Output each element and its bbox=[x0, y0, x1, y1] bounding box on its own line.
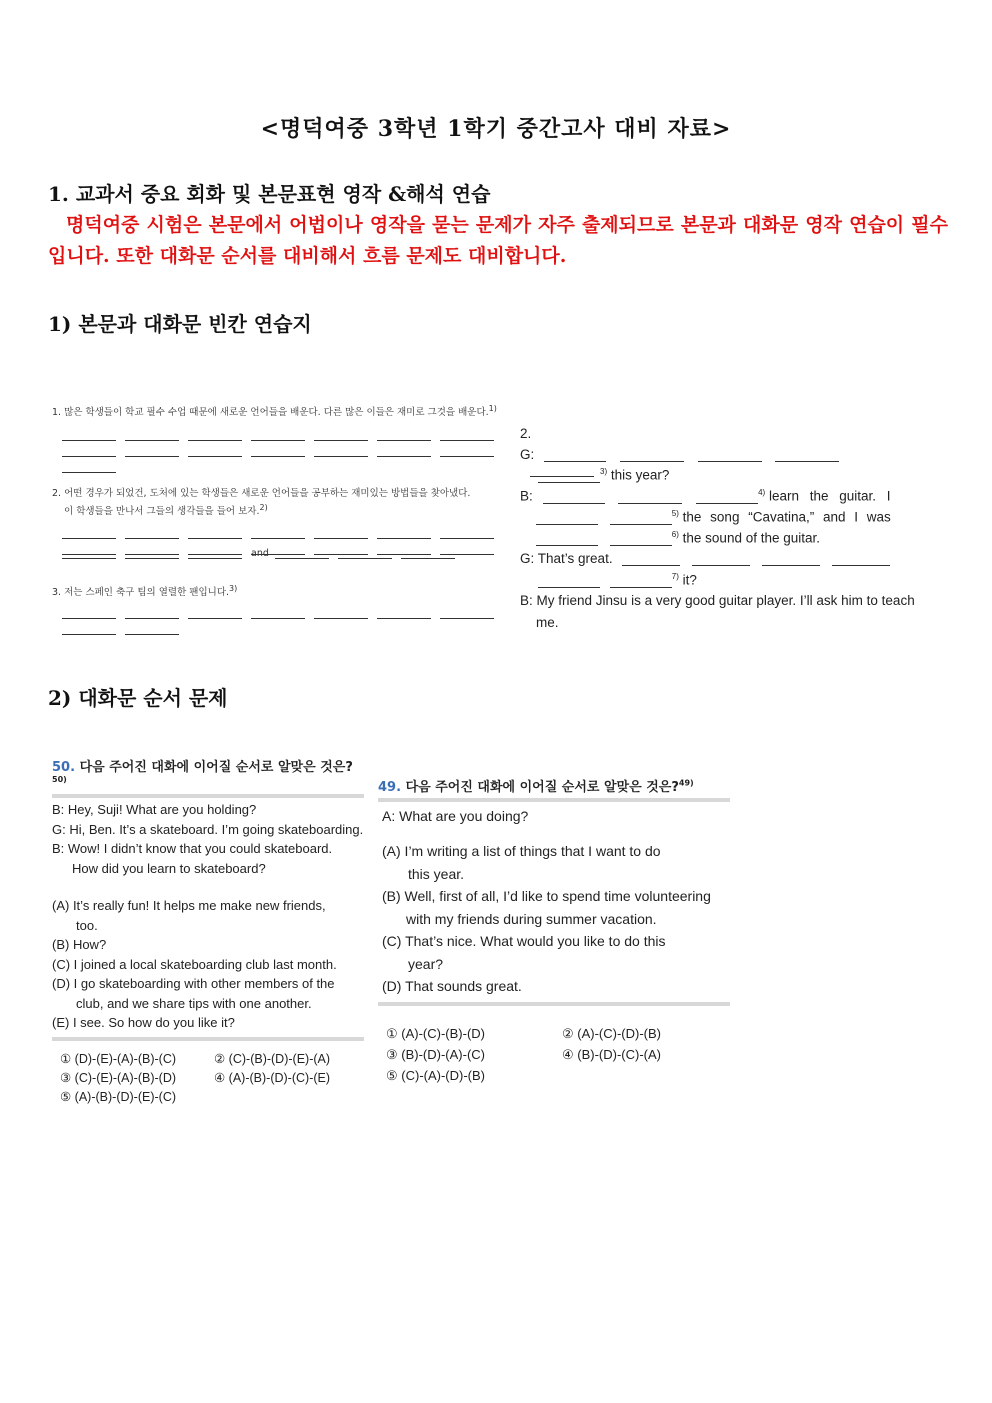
q49-answer[interactable]: ② (A)-(C)-(D)-(B) bbox=[562, 1025, 662, 1041]
q49-option: year? bbox=[408, 955, 444, 972]
item-2-prompt-2: 이 학생들을 만나서 그들의 생각들을 들어 보자. bbox=[64, 506, 260, 518]
answer-blank[interactable] bbox=[775, 448, 839, 462]
q49-option: (B) Well, first of all, I’d like to spend time volunteering bbox=[382, 888, 711, 904]
q50-answer[interactable]: ④ (A)-(B)-(D)-(C)-(E) bbox=[214, 1070, 331, 1085]
dialog-line-b1 bbox=[520, 488, 915, 504]
q50-line: G: Hi, Ben. It’s a skateboard. I’m going skateboarding. bbox=[52, 821, 364, 837]
speaker-g: G: bbox=[520, 551, 535, 566]
q50-number: 50. bbox=[52, 760, 76, 775]
item-2-prompt: 2. 어떤 경우가 되었건, 도처에 있는 학생들은 새로운 언어들을 공부하는 재미있는 방법들을 찾아냈다. bbox=[52, 488, 471, 499]
q49-answer[interactable]: ④ (B)-(D)-(C)-(A) bbox=[562, 1046, 662, 1062]
answer-blank[interactable] bbox=[762, 552, 820, 566]
dialog-text: My friend Jinsu is a very good guitar player. I’ll ask him to teach bbox=[536, 593, 915, 608]
dialog-text: this year? bbox=[610, 467, 670, 483]
q49-note: 49) bbox=[678, 778, 694, 788]
answer-blank[interactable] bbox=[544, 448, 606, 462]
q50-option: (C) I joined a local skateboarding club last month. bbox=[52, 956, 337, 972]
q50-dialog bbox=[52, 800, 364, 878]
answer-blank[interactable] bbox=[188, 549, 242, 559]
q50-answer[interactable]: ③ (C)-(E)-(A)-(B)-(D) bbox=[60, 1070, 177, 1085]
answer-blank[interactable] bbox=[698, 448, 762, 462]
separator bbox=[52, 794, 364, 798]
q49-answer[interactable]: ① (A)-(C)-(B)-(D) bbox=[386, 1025, 486, 1041]
q49-options bbox=[378, 840, 730, 998]
page-title: <명덕여중 3학년 1학기 중간고사 대비 자료> bbox=[260, 116, 732, 142]
item-3-prompt: 3. 저는 스페인 축구 팀의 열렬한 팬입니다. bbox=[52, 587, 230, 599]
dialog-line-b2b: me. bbox=[536, 615, 559, 630]
answer-blank[interactable] bbox=[62, 463, 116, 473]
item-3-note: 3) bbox=[229, 584, 238, 593]
speaker-b: B: bbox=[520, 488, 533, 504]
q49-answer[interactable]: ⑤ (C)-(A)-(D)-(B) bbox=[386, 1067, 486, 1083]
dialog-number: 2. bbox=[520, 426, 532, 441]
q50-answer[interactable]: ② (C)-(B)-(D)-(E)-(A) bbox=[214, 1051, 331, 1066]
q50-answers bbox=[52, 1051, 364, 1115]
separator bbox=[378, 798, 730, 802]
answer-blank[interactable] bbox=[377, 609, 431, 619]
subsection-1-heading: 1) 본문과 대화문 빈칸 연습지 bbox=[48, 312, 312, 336]
q50-line: B: Wow! I didn’t know that you could skateboard. bbox=[52, 841, 333, 857]
q50-answer[interactable]: ⑤ (A)-(B)-(D)-(E)-(C) bbox=[60, 1089, 177, 1104]
answer-blank[interactable] bbox=[338, 549, 392, 559]
question-49 bbox=[378, 776, 730, 1092]
blank-row bbox=[62, 438, 503, 457]
q50-title-text: 다음 주어진 대화에 이어질 순서로 알맞은 것은? bbox=[79, 760, 353, 775]
q49-title-text: 다음 주어진 대화에 이어질 순서로 알맞은 것은? bbox=[405, 780, 679, 795]
dialog-line-3 bbox=[538, 467, 669, 483]
q50-note: 50) bbox=[52, 775, 67, 784]
answer-blank[interactable] bbox=[620, 448, 684, 462]
exam-notice: 명덕여중 시험은 본문에서 어법이나 영작을 묻는 문제가 자주 출제되므로 본문과 대화문 영작 연습이 필수입니다. 또한 대화문 순서를 대비해서 흐름 문제도 대비합니다. bbox=[48, 214, 948, 267]
answer-blank[interactable] bbox=[692, 552, 750, 566]
item-1-prompt: 1. 많은 학생들이 학교 필수 수업 때문에 새로운 언어들을 배운다. 다른 많은 이들은 재미로 그것을 배운다. bbox=[52, 407, 489, 419]
and-text: and bbox=[251, 548, 269, 559]
answer-blank[interactable] bbox=[610, 532, 672, 546]
answer-blank[interactable] bbox=[536, 511, 598, 525]
question-50 bbox=[52, 756, 364, 1115]
q49-answers bbox=[378, 1026, 730, 1092]
answer-blank[interactable] bbox=[536, 532, 598, 546]
q50-title bbox=[52, 756, 364, 791]
subsection-2-heading: 2) 대화문 순서 문제 bbox=[48, 686, 228, 710]
answer-blank[interactable] bbox=[696, 490, 758, 504]
section-1-heading: 1. 교과서 중요 회화 및 본문표현 영작 &해석 연습 bbox=[48, 182, 491, 206]
left-item-1 bbox=[52, 404, 502, 418]
answer-blank[interactable] bbox=[618, 490, 682, 504]
left-item-2 bbox=[52, 487, 507, 519]
answer-blank[interactable] bbox=[125, 549, 179, 559]
q50-option: (D) I go skateboarding with other members of the bbox=[52, 976, 335, 992]
dialog-line-b2 bbox=[520, 593, 920, 608]
q50-option: (A) It’s really fun! It helps me make new friends, bbox=[52, 898, 326, 914]
q49-answer[interactable]: ③ (B)-(D)-(A)-(C) bbox=[386, 1046, 486, 1062]
dialog-text: That’s great. bbox=[537, 551, 613, 566]
answer-blank[interactable] bbox=[188, 447, 242, 457]
blank-number: 3) bbox=[600, 467, 608, 476]
blank-row bbox=[62, 616, 188, 635]
blank-row bbox=[62, 548, 464, 559]
answer-blank[interactable] bbox=[440, 447, 494, 457]
item-2-note: 2) bbox=[259, 503, 268, 512]
separator bbox=[52, 1037, 364, 1041]
blank-number: 7) bbox=[671, 572, 679, 581]
q50-line: B: Hey, Suji! What are you holding? bbox=[52, 802, 257, 818]
q49-title bbox=[378, 776, 730, 795]
dialog-text: learn the guitar. I bbox=[768, 488, 891, 504]
q49-number: 49. bbox=[378, 780, 402, 795]
answer-blank[interactable] bbox=[622, 552, 680, 566]
q49-option: this year. bbox=[408, 865, 465, 882]
answer-blank[interactable] bbox=[538, 574, 600, 588]
q50-line: How did you learn to skateboard? bbox=[72, 860, 266, 876]
dialog-text: the sound of the guitar. bbox=[682, 530, 821, 546]
answer-blank[interactable] bbox=[251, 447, 305, 457]
q49-option: (A) I’m writing a list of things that I want to do bbox=[382, 843, 661, 859]
speaker-b: B: bbox=[520, 593, 533, 608]
blank-number: 4) bbox=[758, 488, 766, 497]
q50-options bbox=[52, 896, 364, 1033]
speaker-g: G: bbox=[520, 447, 535, 462]
q49-option: (C) That’s nice. What would you like to do this bbox=[382, 933, 666, 949]
dialog-line-6 bbox=[536, 530, 820, 546]
q49-option: with my friends during summer vacation. bbox=[406, 910, 657, 927]
answer-blank[interactable] bbox=[401, 549, 455, 559]
left-item-3 bbox=[52, 584, 237, 598]
q50-option: (B) How? bbox=[52, 937, 107, 953]
dialog-line-5 bbox=[536, 509, 916, 525]
dialog-line-7 bbox=[538, 572, 697, 588]
dialog-line-g2 bbox=[520, 551, 915, 566]
answer-blank[interactable] bbox=[125, 447, 179, 457]
dialog-text: it? bbox=[682, 572, 697, 588]
blank-row bbox=[62, 454, 125, 473]
q50-option: (E) I see. So how do you like it? bbox=[52, 1015, 235, 1031]
answer-blank[interactable] bbox=[251, 609, 305, 619]
q49-intro: A: What are you doing? bbox=[382, 808, 529, 824]
answer-blank[interactable] bbox=[543, 490, 605, 504]
dialog-text: the song “Cavatina,” and I was bbox=[682, 509, 891, 525]
answer-blank[interactable] bbox=[610, 574, 672, 588]
answer-blank[interactable] bbox=[314, 447, 368, 457]
answer-blank[interactable] bbox=[275, 549, 329, 559]
q50-option: too. bbox=[76, 917, 98, 933]
blank-number: 6) bbox=[671, 530, 679, 539]
answer-blank[interactable] bbox=[314, 609, 368, 619]
q50-option: club, and we share tips with one another. bbox=[76, 995, 312, 1011]
answer-blank[interactable] bbox=[610, 511, 672, 525]
answer-blank[interactable] bbox=[832, 552, 890, 566]
answer-blank[interactable] bbox=[377, 447, 431, 457]
answer-blank[interactable] bbox=[188, 609, 242, 619]
q49-option: (D) That sounds great. bbox=[382, 978, 522, 994]
separator bbox=[378, 1002, 730, 1006]
answer-blank[interactable] bbox=[62, 549, 116, 559]
blank-number: 5) bbox=[671, 509, 679, 518]
q50-answer[interactable]: ① (D)-(E)-(A)-(B)-(C) bbox=[60, 1051, 177, 1066]
answer-blank[interactable] bbox=[62, 625, 116, 635]
answer-blank[interactable] bbox=[538, 469, 600, 483]
answer-blank[interactable] bbox=[440, 609, 494, 619]
answer-blank[interactable] bbox=[125, 625, 179, 635]
item-1-note: 1) bbox=[488, 404, 497, 413]
